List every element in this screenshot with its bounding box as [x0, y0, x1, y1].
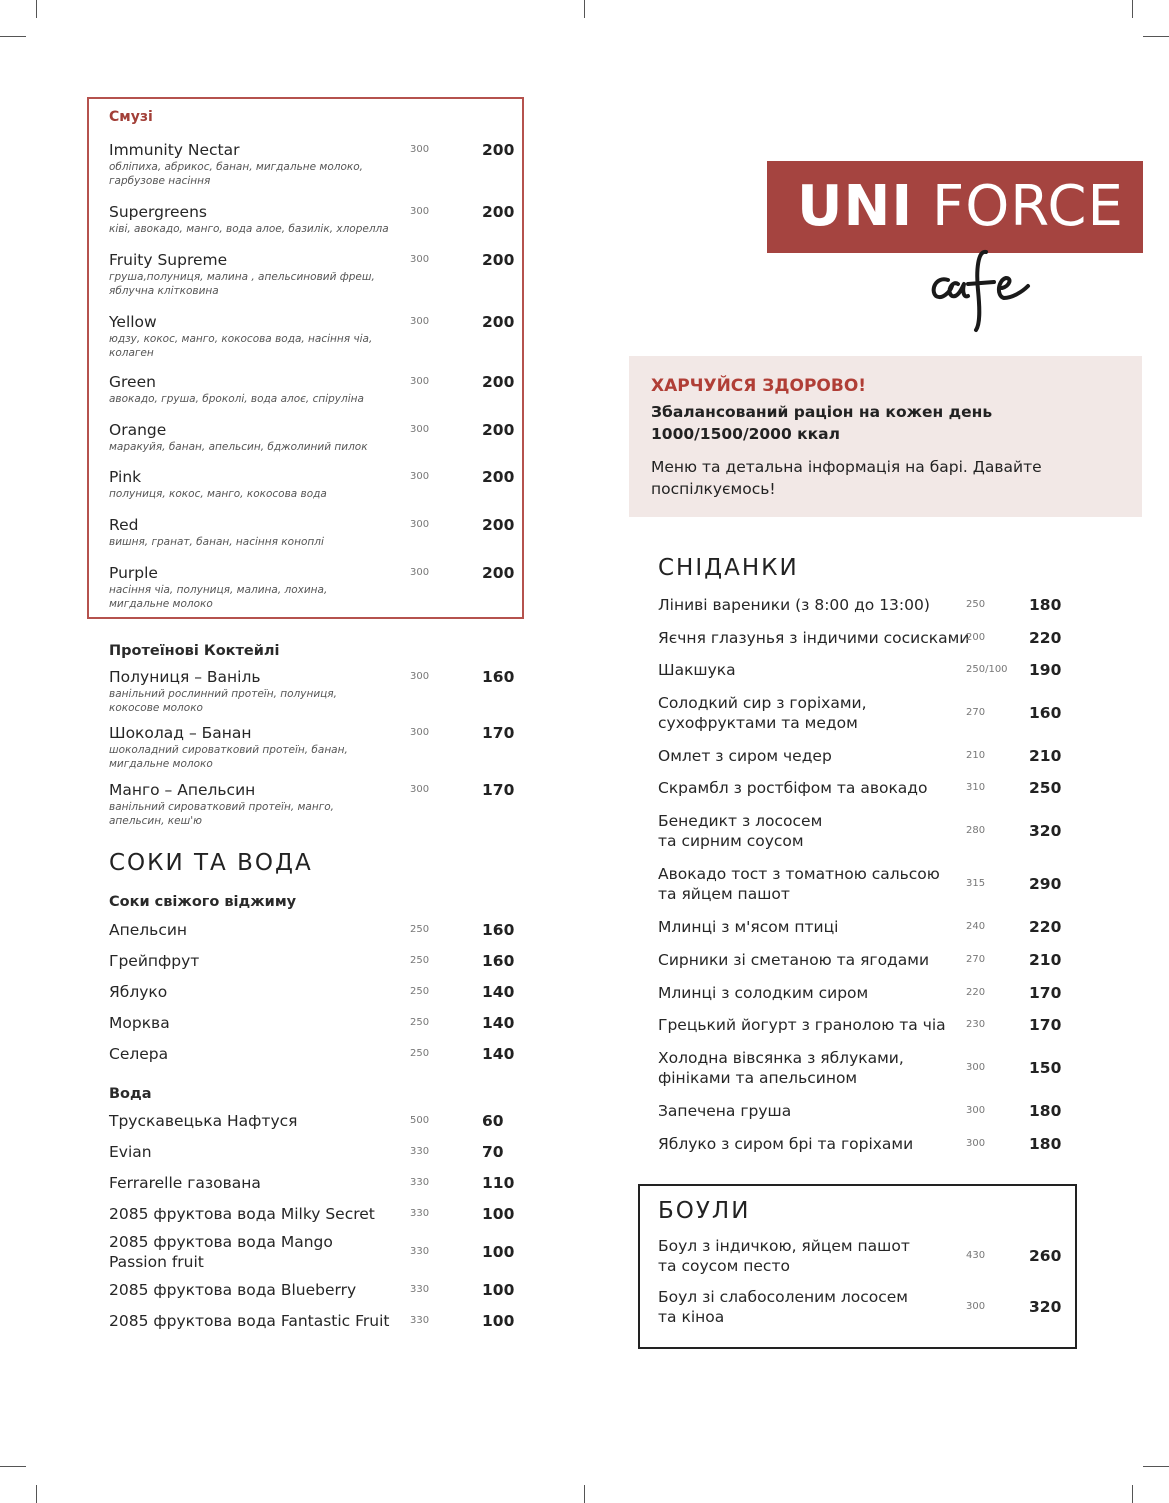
item-weight: 250	[410, 1017, 430, 1028]
item-price: 320	[1029, 822, 1062, 840]
item-name: Авокадо тост з томатною сальсою та яйцем пашот	[658, 865, 940, 903]
juices-water-title: СОКИ ТА ВОДА	[109, 850, 313, 876]
item-description: полуниця, кокос, манго, кокосова вода	[109, 488, 327, 500]
breakfast-title: СНІДАНКИ	[658, 555, 799, 581]
item-price: 200	[482, 468, 515, 486]
item-name: Яблуко з сиром брі та горіхами	[658, 1135, 914, 1153]
crop-mark	[1143, 1466, 1169, 1467]
crop-mark	[584, 1485, 585, 1503]
item-weight: 330	[410, 1315, 430, 1326]
item-weight: 300	[410, 519, 430, 530]
crop-mark	[1132, 1485, 1133, 1503]
item-name: Red	[109, 516, 139, 534]
item-weight: 300	[966, 1138, 986, 1149]
item-weight: 270	[966, 954, 986, 965]
item-price: 200	[482, 564, 515, 582]
bowls-title: БОУЛИ	[658, 1198, 751, 1224]
item-price: 160	[482, 921, 515, 939]
bowls-section	[638, 1184, 1077, 1349]
item-name: Шакшука	[658, 661, 736, 679]
item-price: 200	[482, 373, 515, 391]
item-name: Orange	[109, 421, 167, 439]
item-name: Fruity Supreme	[109, 251, 228, 269]
item-price: 150	[1029, 1059, 1062, 1077]
item-price: 290	[1029, 875, 1062, 893]
crop-mark	[1143, 36, 1169, 37]
item-price: 170	[1029, 984, 1062, 1002]
item-price: 260	[1029, 1247, 1062, 1265]
item-description: насіння чіа, полуниця, малина, лохина, мигдальне молоко	[109, 584, 328, 610]
protein-section	[109, 643, 529, 833]
item-weight: 300	[410, 144, 430, 155]
item-name: Яблуко	[109, 983, 168, 1001]
item-weight: 300	[410, 254, 430, 265]
item-name: Солодкий сир з горіхами, сухофруктами та медом	[658, 694, 867, 732]
item-price: 200	[482, 516, 515, 534]
item-description: ківі, авокадо, манго, вода алое, базилік, хлорелла	[109, 223, 389, 235]
item-price: 200	[482, 203, 515, 221]
item-name: Трускавецька Нафтуся	[109, 1112, 298, 1130]
item-name: Холодна вівсянка з яблуками, фініками та апельсином	[658, 1049, 904, 1087]
item-weight: 300	[410, 567, 430, 578]
item-weight: 300	[410, 376, 430, 387]
item-price: 210	[1029, 747, 1062, 765]
smoothies-title: Смузі	[109, 109, 153, 125]
item-weight: 300	[410, 727, 430, 738]
item-description: ванільний сироватковий протеїн, манго, апельсин, кеш'ю	[109, 801, 335, 827]
item-weight: 315	[966, 878, 986, 889]
item-weight: 300	[410, 206, 430, 217]
item-price: 320	[1029, 1298, 1062, 1316]
item-name: Сирники зі сметаною та ягодами	[658, 951, 930, 969]
water-subtitle: Вода	[109, 1086, 152, 1102]
item-name: Запечена груша	[658, 1102, 792, 1120]
crop-mark	[0, 36, 26, 37]
item-name: Ferrarelle газована	[109, 1174, 261, 1192]
item-price: 190	[1029, 661, 1062, 679]
item-weight: 200	[966, 632, 986, 643]
item-price: 170	[1029, 1016, 1062, 1034]
item-price: 200	[482, 313, 515, 331]
item-description: юдзу, кокос, манго, кокосова вода, насіння чіа, колаген	[109, 333, 373, 359]
item-name: Боул з індичкою, яйцем пашот та соусом песто	[658, 1237, 910, 1275]
item-price: 110	[482, 1174, 515, 1192]
item-price: 170	[482, 781, 515, 799]
item-weight: 300	[410, 471, 430, 482]
item-price: 100	[482, 1281, 515, 1299]
item-price: 220	[1029, 629, 1062, 647]
item-name: 2085 фруктова вода Milky Secret	[109, 1205, 375, 1223]
item-weight: 330	[410, 1208, 430, 1219]
item-description: ванільний рослинний протеїн, полуниця, кокосове молоко	[109, 688, 337, 714]
item-price: 200	[482, 141, 515, 159]
item-name: 2085 фруктова вода Mango Passion fruit	[109, 1233, 333, 1271]
item-name: Боул зі слабосоленим лососем та кіноа	[658, 1288, 908, 1326]
item-weight: 210	[966, 750, 986, 761]
item-price: 60	[482, 1112, 504, 1130]
smoothies-list	[109, 99, 522, 617]
crop-mark	[0, 1466, 26, 1467]
item-name: Манго – Апельсин	[109, 781, 256, 799]
juices-subtitle: Соки свіжого віджиму	[109, 894, 297, 910]
item-price: 140	[482, 983, 515, 1001]
item-weight: 300	[410, 316, 430, 327]
item-description: обліпиха, абрикос, банан, мигдальне молоко, гарбузове насіння	[109, 161, 364, 187]
item-weight: 250	[966, 599, 986, 610]
item-price: 200	[482, 251, 515, 269]
item-price: 140	[482, 1014, 515, 1032]
item-weight: 300	[410, 424, 430, 435]
item-name: Pink	[109, 468, 142, 486]
item-name: Скрамбл з ростбіфом та авокадо	[658, 779, 928, 797]
brand-name-light: FORCE	[913, 174, 1124, 239]
item-weight: 300	[966, 1062, 986, 1073]
item-weight: 220	[966, 987, 986, 998]
item-price: 210	[1029, 951, 1062, 969]
item-weight: 250/100	[966, 664, 1008, 675]
item-name: Purple	[109, 564, 158, 582]
item-name: Апельсин	[109, 921, 188, 939]
item-weight: 300	[966, 1105, 986, 1116]
item-name: Yellow	[109, 313, 157, 331]
item-price: 160	[482, 952, 515, 970]
item-description: вишня, гранат, банан, насіння коноплі	[109, 536, 324, 548]
item-description: маракуйя, банан, апельсин, бджолиний пилок	[109, 441, 368, 453]
item-price: 180	[1029, 1102, 1062, 1120]
item-name: Морква	[109, 1014, 170, 1032]
item-description: груша,полуниця, малина , апельсиновий фреш, яблучна клітковина	[109, 271, 375, 297]
promo-subhead: Збалансований раціон на кожен день 1000/1500/2000 ккал	[651, 403, 993, 443]
item-weight: 240	[966, 921, 986, 932]
protein-title: Протеїнові Коктейлі	[109, 643, 280, 659]
brand-name	[797, 174, 1124, 239]
crop-mark	[36, 0, 37, 18]
item-name: Млинці з м'ясом птиці	[658, 918, 839, 936]
item-price: 160	[482, 668, 515, 686]
crop-mark	[1132, 0, 1133, 18]
item-weight: 430	[966, 1250, 986, 1261]
item-weight: 250	[410, 955, 430, 966]
item-weight: 330	[410, 1146, 430, 1157]
item-weight: 330	[410, 1246, 430, 1257]
item-price: 250	[1029, 779, 1062, 797]
item-name: 2085 фруктова вода Fantastic Fruit	[109, 1312, 390, 1330]
item-name: Ліниві вареники (з 8:00 до 13:00)	[658, 596, 930, 614]
item-price: 100	[482, 1205, 515, 1223]
item-weight: 270	[966, 707, 986, 718]
item-price: 70	[482, 1143, 504, 1161]
bowls-list	[658, 1198, 1078, 1338]
item-price: 160	[1029, 704, 1062, 722]
item-weight: 250	[410, 1048, 430, 1059]
promo-headline: ХАРЧУЙСЯ ЗДОРОВО!	[651, 376, 867, 396]
promo-body: Меню та детальна інформація на барі. Давайте поспілкуємось!	[651, 458, 1042, 498]
item-weight: 310	[966, 782, 986, 793]
item-weight: 330	[410, 1177, 430, 1188]
item-name: Полуниця – Ваніль	[109, 668, 261, 686]
item-name: Бенедикт з лососем та сирним соусом	[658, 812, 823, 850]
item-name: Green	[109, 373, 156, 391]
item-name: Supergreens	[109, 203, 207, 221]
juices-water-section	[109, 850, 529, 1340]
item-name: Immunity Nectar	[109, 141, 240, 159]
item-name: 2085 фруктова вода Blueberry	[109, 1281, 357, 1299]
item-price: 170	[482, 724, 515, 742]
item-name: Грейпфрут	[109, 952, 200, 970]
promo-banner	[629, 356, 1142, 517]
item-weight: 230	[966, 1019, 986, 1030]
item-name: Яєчня глазунья з індичими сосисками	[658, 629, 970, 647]
smoothies-section	[87, 97, 524, 619]
item-price: 100	[482, 1243, 515, 1261]
item-description: шоколадний сироватковий протеїн, банан, мигдальне молоко	[109, 744, 348, 770]
item-weight: 500	[410, 1115, 430, 1126]
item-name: Млинці з солодким сиром	[658, 984, 869, 1002]
item-price: 140	[482, 1045, 515, 1063]
item-name: Селера	[109, 1045, 169, 1063]
crop-mark	[584, 0, 585, 18]
item-weight: 280	[966, 825, 986, 836]
item-price: 180	[1029, 596, 1062, 614]
item-weight: 330	[410, 1284, 430, 1295]
item-weight: 250	[410, 986, 430, 997]
crop-mark	[36, 1485, 37, 1503]
item-description: авокадо, груша, броколі, вода алоє, спіруліна	[109, 393, 364, 405]
item-price: 200	[482, 421, 515, 439]
item-name: Грецький йогурт з гранолою та чіа	[658, 1016, 946, 1034]
cafe-text: cafe	[936, 297, 941, 299]
cafe-script-logo	[928, 240, 1068, 335]
item-name: Evian	[109, 1143, 152, 1161]
item-price: 180	[1029, 1135, 1062, 1153]
brand-name-bold: UNI	[797, 174, 914, 239]
item-price: 220	[1029, 918, 1062, 936]
item-weight: 300	[410, 671, 430, 682]
breakfast-section	[658, 555, 1078, 1155]
item-weight: 250	[410, 924, 430, 935]
item-weight: 300	[410, 784, 430, 795]
item-name: Шоколад – Банан	[109, 724, 252, 742]
item-price: 100	[482, 1312, 515, 1330]
item-weight: 300	[966, 1301, 986, 1312]
item-name: Омлет з сиром чедер	[658, 747, 832, 765]
